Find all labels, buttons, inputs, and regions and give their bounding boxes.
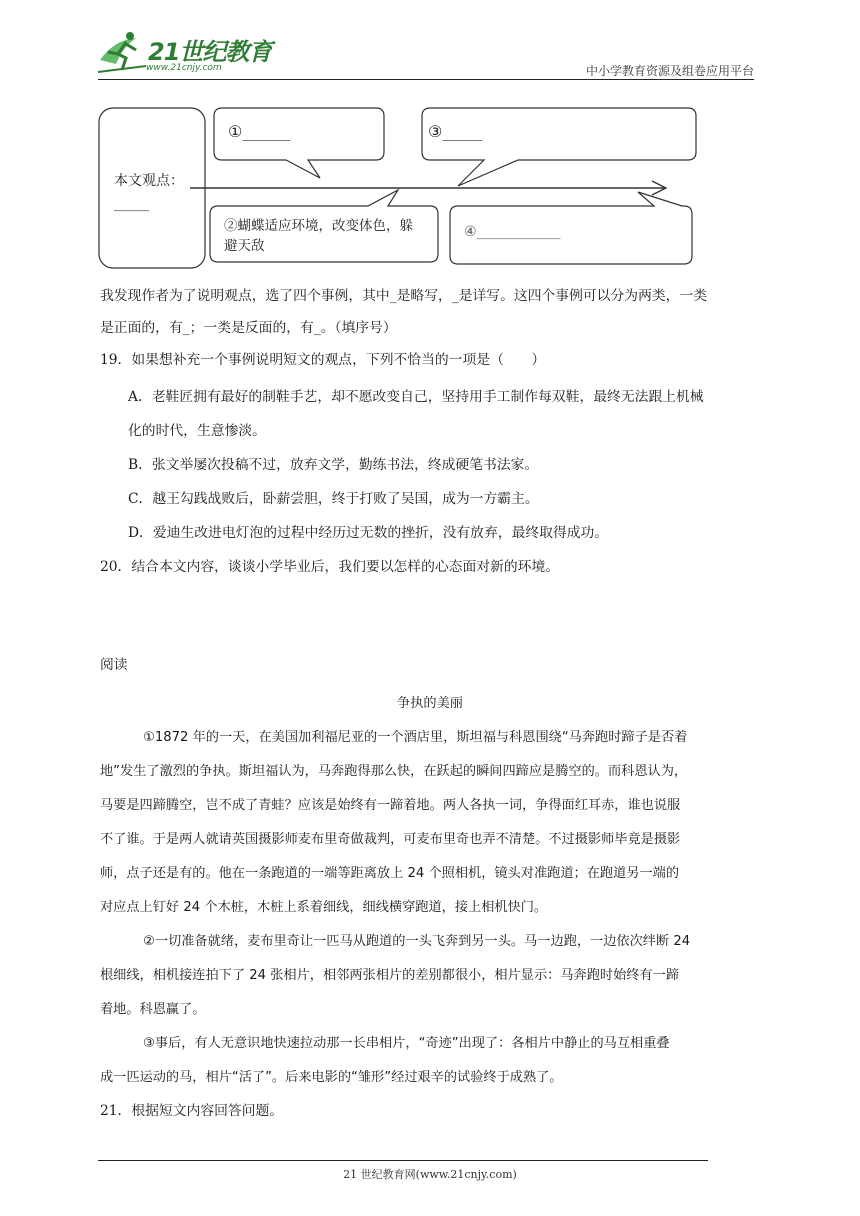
viewpoint-label: 本文观点：	[114, 173, 184, 189]
header-divider	[98, 79, 754, 80]
callout-box-3	[422, 108, 696, 186]
q19-stem: 19．如果想补充一个事例说明短文的观点，下列不恰当的一项是（ ）	[100, 352, 546, 368]
passage-p2-line: 着地。科恩赢了。	[100, 1002, 206, 1017]
example-2-line2: 避天敌	[224, 238, 265, 254]
q19-option-d: D．爱迪生改进电灯泡的过程中经历过无数的挫折，没有放弃，最终取得成功。	[128, 525, 609, 541]
passage-p1-line: 马要是四蹄腾空，岂不成了青蛙？应该是始终有一蹄着地。两人各执一词，争得面红耳赤，谁也说服	[100, 798, 681, 813]
diagram-shapes	[98, 100, 698, 272]
reading-label: 阅读	[100, 657, 128, 673]
callout-box-1	[214, 108, 384, 178]
passage-p1-line: ①1872 年的一天，在美国加利福尼亚的一个酒店里，斯坦福与科恩围绕“马奔跑时蹄子是否着	[143, 730, 688, 745]
passage-p2-line: 根细线，相机接连拍下了 24 张相片，相邻两张相片的差别都很小，相片显示：马奔跑时始终有一蹄	[100, 968, 680, 983]
footer-divider	[98, 1160, 708, 1161]
viewpoint-blank: _____	[114, 196, 149, 212]
example-1: ①______	[228, 122, 291, 141]
example-2-line1: ②蝴蝶适应环境，改变体色，躲	[224, 218, 413, 234]
q18-line1: 我发现作者为了说明观点，选了四个事例，其中_是略写，_是详写。这四个事例可以分为两类，一类	[100, 288, 708, 304]
logo-url: www.21cnjy.com	[146, 63, 222, 73]
passage-p1-line: 地”发生了激烈的争执。斯坦福认为，马奔跑得那么快，在跃起的瞬间四蹄应是腾空的。而科恩认为，	[100, 764, 688, 779]
platform-name: 中小学教育资源及组卷应用平台	[585, 64, 754, 78]
viewpoint-diagram	[98, 100, 698, 272]
passage-p1-line: 师，点子还是有的。他在一条跑道的一端等距离放上 24 个照相机，镜头对准跑道；在跑道另一端的	[100, 866, 680, 881]
footer-text: 21 世纪教育网(www.21cnjy.com)	[343, 1168, 517, 1181]
passage-p2-line: ②一切准备就绪，麦布里奇让一匹马从跑道的一头飞奔到另一头。马一边跑，一边依次绊断 24	[143, 934, 691, 949]
example-4: ④____________	[464, 224, 561, 240]
q19-option-b: B．张文举屡次投稿不过，放弃文学，勤练书法，终成硬笔书法家。	[128, 457, 539, 473]
q18-line2: 是正面的，有_；一类是反面的，有_。（填序号）	[100, 320, 397, 336]
q20-stem: 20．结合本文内容，谈谈小学毕业后，我们要以怎样的心态面对新的环境。	[100, 559, 560, 575]
q19-option-c: C．越王勾践战败后，卧薪尝胆，终于打败了吴国，成为一方霸主。	[128, 491, 539, 507]
site-logo	[96, 30, 272, 80]
q21-stem: 21．根据短文内容回答问题。	[100, 1103, 284, 1119]
logo-text: 21世纪教育	[148, 38, 272, 66]
q19-option-a-line1: A．老鞋匠拥有最好的制鞋手艺，却不愿改变自己，坚持用手工制作每双鞋，最终无法跟上机械	[128, 389, 704, 405]
q19-option-a-line2: 化的时代，生意惨淡。	[128, 423, 266, 439]
passage-title: 争执的美丽	[397, 696, 463, 711]
passage-p3-line: ③事后，有人无意识地快速拉动那一长串相片，“奇迹”出现了：各相片中静止的马互相重叠	[143, 1036, 670, 1051]
passage-p1-line: 不了谁。于是两人就请英国摄影师麦布里奇做裁判，可麦布里奇也弄不清楚。不过摄影师毕竟是摄影	[100, 832, 681, 847]
runner-icon	[96, 30, 148, 76]
example-3: ③_____	[428, 122, 483, 141]
passage-p3-line: 成一匹运动的马，相片“活了”。后来电影的“雏形”经过艰辛的试验终于成熟了。	[100, 1070, 563, 1085]
passage-p1-line: 对应点上钉好 24 个木桩，木桩上系着细线，细线横穿跑道，接上相机快门。	[100, 900, 548, 915]
